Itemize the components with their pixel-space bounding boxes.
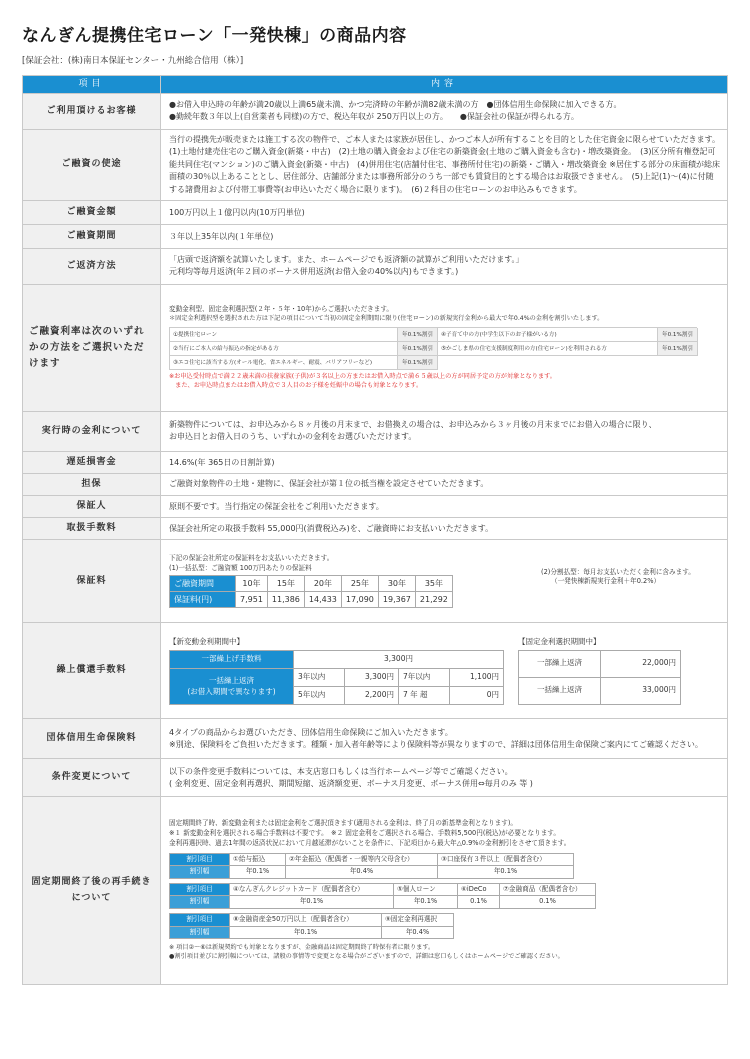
full-prepay-label: 一括繰上返済 (お借入期間で異なります) (170, 668, 294, 704)
option-rate: 年0.1%割引 (658, 328, 698, 342)
fee-period: 30年 (378, 576, 415, 592)
row-label: 遅延損害金 (23, 451, 161, 473)
row-label: 保証料 (23, 540, 161, 623)
header-item: 項目 (23, 75, 161, 93)
row-content (161, 797, 728, 985)
row-content: ご融資対象物件の土地・建物に、保証会社が第１位の抵当権を設定させていただきます。 (161, 473, 728, 495)
row-content (161, 93, 728, 129)
split-fee-label: (2)分割払型：毎月お支払いただく金利に含みます。 (541, 567, 695, 576)
row-label: 固定期間終了後の再手続きについて (23, 797, 161, 985)
row-content (161, 284, 728, 411)
fixed-full-fee: 33,000円 (601, 677, 681, 704)
discount-rate: 年0.1% (230, 896, 394, 909)
row-label: 保証人 (23, 496, 161, 518)
full-prepay-term: 7 年 超 (398, 686, 449, 704)
fee-period: 25年 (341, 576, 378, 592)
table-row (23, 623, 728, 719)
fee-period: 20年 (304, 576, 341, 592)
discount-item: ⑨固定金利再選択 (382, 913, 454, 926)
fixed-end-text: 固定期間終了時、新変動金利または固定金利をご選択頂きます(適用される金利は、終了月の新基準金利となります)。 (169, 819, 518, 828)
guarantee-fee-table (169, 575, 453, 608)
fee-amount: 17,090 (341, 592, 378, 608)
full-prepay-fee: 0円 (450, 686, 504, 704)
discount-rate: 年0.1% (230, 866, 286, 879)
discount-item: ④なんぎんクレジットカード（配偶者含む） (230, 883, 394, 896)
fee-amount: 7,951 (236, 592, 268, 608)
customer-condition: ●団体信用生命保険に加入できる方。 (486, 100, 622, 110)
row-content (161, 759, 728, 797)
customer-condition: ●保証会社の保証が得られる方。 (459, 112, 579, 122)
row-content: 当行の提携先が販売または施工する次の物件で、ご本人または家族が居住し、かつご本人が所有することを目的とした住宅資金に限らせていただきます。 (1)土地付建売住宅のご購入資金(新築・中古) (2)土地の購入資金および住宅の新築資金(土地のご購入資金も含む)・増改築資金。 (3)区分所有権登記可能共同住宅(マンション)のご購入資金(新築・中古) (4)併用住宅(店舗付住宅、事務所付住宅)の新築・ご購入・増改築資金 ※居住する部分の床面積が総床面積の30％以上あることとし、居住部分、店舗部分または事務所部分のうち一部でも賃貸目的とする場合はお取扱できません。 (5)上記(1)～(4)に付随する諸費用および付帯工事費等(お申込いただく場合に限ります)。 (6)２科目の住宅ローンのお申込みもできます。 (161, 129, 728, 200)
table-row (23, 129, 728, 200)
fixed-end-text: 金利再選択時、過去1年間の返済状況において月越延滞がないことを条件に、下記項目から最大年△0.9%の金利割引をさせて頂きます。 (169, 838, 571, 847)
table-row (23, 518, 728, 540)
option-rate: 年0.1%割引 (398, 356, 438, 370)
discount-rate: 年0.1% (438, 866, 574, 879)
discount-table-1 (169, 853, 574, 879)
exec-rate-text: お申込日とお借入日のうち、いずれかの金利をお選びいただけます。 (169, 432, 417, 442)
full-prepay-fee: 1,100円 (450, 668, 504, 686)
discount-item-header: 割引項目 (170, 883, 230, 896)
discount-table-2 (169, 883, 596, 909)
table-row (23, 284, 728, 411)
row-content: 保証会社所定の取扱手数料 55,000円(消費税込み)を、ご融資時にお支払いいただきます。 (161, 518, 728, 540)
fixed-end-text: ※１ 新変動金利を選択される場合手数料は不要です。 ※２ 固定金利をご選択される場合、手数料5,500円(税込)が必要となります。 (169, 829, 560, 838)
discount-width-header: 割引幅 (170, 926, 230, 939)
variable-prepay-table (169, 650, 504, 705)
row-content (161, 623, 728, 719)
exec-rate-text: 新築物件については、お申込みから８ヶ月後の月末まで、お借換えの場合は、お申込みから３ヶ月後の月末までにお借入の場合に限り、 (169, 420, 657, 430)
partial-prepay-label: 一部繰上げ手数料 (170, 650, 294, 668)
lump-sum-label: (1)一括払型：ご融資額 100万円あたりの保証料 (169, 563, 312, 572)
table-row (23, 200, 728, 224)
fee-amount: 21,292 (415, 592, 452, 608)
fixed-partial-label: 一部繰上返済 (519, 650, 601, 677)
full-prepay-fee: 3,300円 (345, 668, 399, 686)
life-insurance-text: 4タイプの商品からお選びいただき、団体信用生命保険にご加入いただきます。 (169, 727, 453, 737)
table-row (23, 496, 728, 518)
fixed-end-note: ●割引項目並びに割引幅については、諸般の事情等で変更となる場合がございますので、詳細は窓口もしくはホームページでご確認ください。 (169, 953, 564, 961)
guarantor-note: [保証会社：(株)南日本保証センター・九州総合信用（株）] (22, 55, 244, 66)
full-prepay-term: 5年以内 (294, 686, 345, 704)
fee-period-header: ご融資期間 (170, 576, 236, 592)
table-row (23, 797, 728, 985)
row-label: ご融資利率は次のいずれかの方法をご選択いただけます (23, 284, 161, 411)
full-prepay-fee: 2,200円 (345, 686, 399, 704)
table-row (23, 248, 728, 284)
fixed-period-heading: 【固定金利選択期間中】 (518, 636, 601, 646)
option-label: ④子育て中の方(中学生以下のお子様がいる方) (438, 328, 658, 342)
table-row (23, 411, 728, 451)
partial-prepay-fee: 3,300円 (294, 650, 504, 668)
repayment-note: 「店頭で返済額を試算いたします。また、ホームページでも返済額の試算がご利用いただけます。」 (169, 255, 524, 265)
rate-discount-note: ＊固定金利選択型を選択された方は下記の項目について当初の固定金利期間に限り(住宅ローン)の新規実行金利から最大で年0.4%の金利を割引いたします。 (169, 314, 604, 322)
option-rate: 年0.1%割引 (658, 342, 698, 356)
fee-period: 35年 (415, 576, 452, 592)
table-row (23, 759, 728, 797)
row-content: 100万円以上１億円以内(10万円単位) (161, 200, 728, 224)
fee-amount-header: 保証料(円) (170, 592, 236, 608)
rate-intro: 変動金利型、固定金利選択型(２年・５年・10年)からご選択いただきます。 (169, 304, 394, 313)
discount-rate: 0.1% (500, 896, 596, 909)
rate-warning: ※お申込受付時点で満２２歳未満の扶養家族(子供)が３名以上の方またはお借入時点で満６５歳以上の方が同居予定の方が対象となります。 (169, 372, 556, 380)
discount-width-header: 割引幅 (170, 866, 230, 879)
option-rate: 年0.1%割引 (398, 328, 438, 342)
row-label: 団体信用生命保険料 (23, 719, 161, 759)
row-label: 実行時の金利について (23, 411, 161, 451)
fixed-full-label: 一括繰上返済 (519, 677, 601, 704)
row-label: ご融資期間 (23, 224, 161, 248)
discount-item: ⑧金融資産金50万円以上（配偶者含む） (230, 913, 382, 926)
fee-amount: 11,386 (267, 592, 304, 608)
option-label: ③エコ住宅に該当する方(オール電化、省エネルギー、耐震、バリアフリーなど) (170, 356, 398, 370)
row-content: 14.6%(年 365日の日割計算) (161, 451, 728, 473)
discount-rate: 年0.1% (230, 926, 382, 939)
table-row (23, 473, 728, 495)
discount-rate: 0.1% (458, 896, 500, 909)
discount-rate: 年0.4% (286, 866, 438, 879)
change-items: ( 金利変更、固定金利再選択、期間短縮、返済額変更、ボーナス月変更、ボーナス併用⇔毎月のみ 等 ) (169, 778, 533, 788)
fixed-partial-fee: 22,000円 (601, 650, 681, 677)
row-content: ３年以上35年以内(１年単位) (161, 224, 728, 248)
discount-item: ⑦金融商品（配偶者含む） (500, 883, 596, 896)
life-insurance-note: ※別途、保険料をご負担いただきます。種類・加入者年齢等により保険料等が異なりますので、詳細は団体信用生命保険ご案内にてご確認ください。 (169, 739, 703, 749)
row-label: 担保 (23, 473, 161, 495)
row-content (161, 411, 728, 451)
row-label: ご利用頂けるお客様 (23, 93, 161, 129)
discount-item: ⑥iDeCo (458, 883, 500, 896)
table-row (23, 224, 728, 248)
discount-table-3 (169, 913, 454, 939)
discount-item: ③口座保有３件以上（配偶者含む） (438, 853, 574, 866)
option-label: ⑤かごしま県の住宅支援制度利用の方(住宅ローン)を利用される方 (438, 342, 658, 356)
row-label: ご返済方法 (23, 248, 161, 284)
row-content (161, 248, 728, 284)
customer-condition: ●お借入申込時の年齢が満20歳以上満65歳未満、かつ完済時の年齢が満82歳未満の方 (169, 100, 479, 110)
row-label: ご融資金額 (23, 200, 161, 224)
fee-amount: 14,433 (304, 592, 341, 608)
full-prepay-term: 7年以内 (398, 668, 449, 686)
table-row (23, 540, 728, 623)
fixed-end-note: ※ 項目②〜⑥は新規契約でも対象となりますが、金融商品は固定期間終了時保有者に限ります。 (169, 944, 435, 952)
product-table (22, 75, 728, 985)
variable-period-heading: 【新変動金利期間中】 (169, 636, 244, 646)
fee-period: 15年 (267, 576, 304, 592)
table-row (23, 93, 728, 129)
discount-item: ①給与振込 (230, 853, 286, 866)
header-content: 内容 (161, 75, 728, 93)
row-content: 原則不要です。当行指定の保証会社をご利用いただきます。 (161, 496, 728, 518)
discount-item: ⑤個人ローン (394, 883, 458, 896)
row-label: 繰上償還手数料 (23, 623, 161, 719)
page-title: なんぎん提携住宅ローン「一発快棟」の商品内容 (22, 26, 407, 46)
rate-warning: また、お申込時点またはお借入時点で３人目のお子様を妊娠中の場合も対象となります。 (169, 381, 423, 389)
row-content (161, 719, 728, 759)
fee-amount: 19,367 (378, 592, 415, 608)
repayment-method: 元利均等毎月返済(年２回のボーナス併用返済(お借入金の40%以内)もできます。) (169, 267, 459, 277)
row-label: ご融資の使途 (23, 129, 161, 200)
option-rate: 年0.1%割引 (398, 342, 438, 356)
customer-condition: ●勤続年数３年以上(自営業者も同様)の方で、税込年収が 250万円以上の方。 (169, 112, 444, 122)
full-prepay-term: 3年以内 (294, 668, 345, 686)
change-text: 以下の条件変更手数料については、本支店窓口もしくは当行ホームページ等でご確認ください。 (169, 766, 513, 776)
row-content (161, 540, 728, 623)
option-label: ①提携住宅ローン (170, 328, 398, 342)
discount-rate: 年0.4% (382, 926, 454, 939)
discount-width-header: 割引幅 (170, 896, 230, 909)
fee-period: 10年 (236, 576, 268, 592)
option-label: ②当行にご本人の給与振込の指定がある方 (170, 342, 398, 356)
fee-intro: 下記の保証会社所定の保証料をお支払いいただきます。 (169, 553, 334, 562)
discount-rate: 年0.1% (394, 896, 458, 909)
rate-options-table (169, 327, 697, 370)
split-fee-formula: （一発快棟新規実行金利＋年0.2%） (551, 577, 661, 586)
discount-item-header: 割引項目 (170, 853, 230, 866)
row-label: 取扱手数料 (23, 518, 161, 540)
fixed-prepay-table (518, 650, 681, 705)
discount-item-header: 割引項目 (170, 913, 230, 926)
table-row (23, 719, 728, 759)
discount-item: ②年金振込（配偶者・一親等内父母含む） (286, 853, 438, 866)
row-label: 条件変更について (23, 759, 161, 797)
table-row (23, 451, 728, 473)
